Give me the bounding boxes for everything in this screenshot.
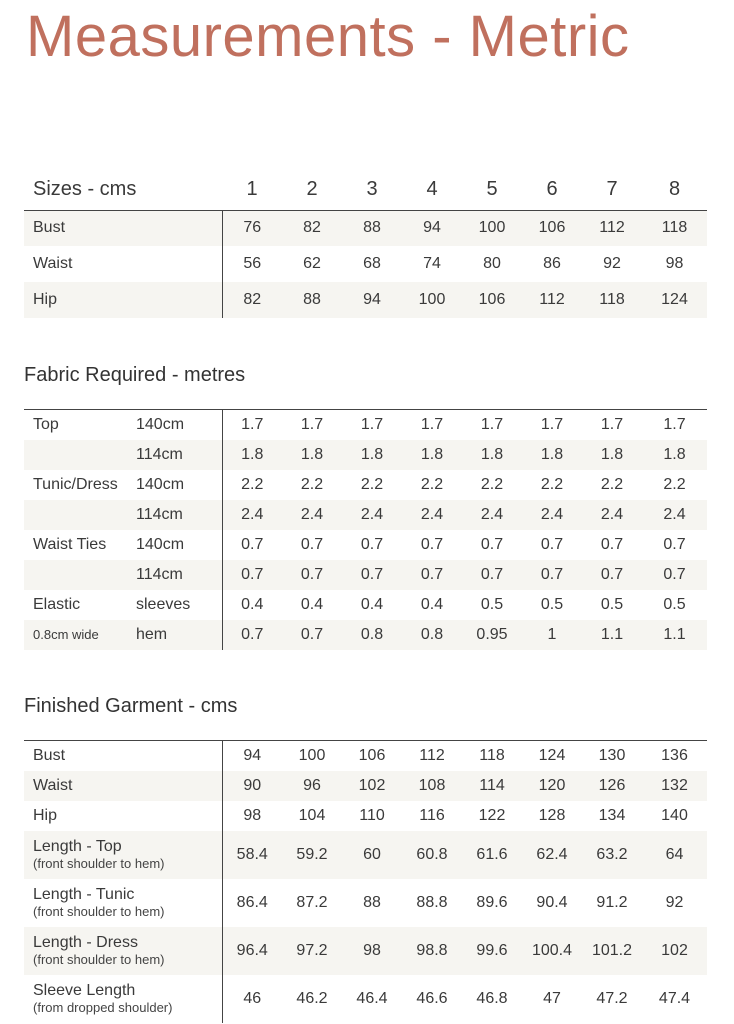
table-cell: 0.5	[600, 595, 624, 613]
table-cell: 86	[543, 255, 561, 272]
table-cell: 1.8	[462, 440, 522, 470]
table-cell: 2.4	[522, 500, 582, 530]
row-label-cell	[24, 975, 222, 1023]
sizes-table	[24, 170, 707, 318]
table-cell: 94	[342, 282, 402, 318]
fabric-width: 140cm	[136, 470, 222, 500]
table-cell: 0.4	[420, 595, 444, 613]
table-cell: 88	[282, 282, 342, 318]
table-cell: 60.8	[402, 831, 462, 879]
table-cell: 120	[522, 771, 582, 801]
table-cell: 82	[222, 282, 282, 318]
table-cell: 1.7	[522, 410, 582, 440]
table-cell: 1.8	[282, 440, 342, 470]
table-cell: 96	[282, 771, 342, 801]
table-row	[24, 560, 707, 590]
table-cell: 46	[243, 989, 262, 1007]
table-cell: 1	[522, 620, 582, 650]
table-cell: 104	[298, 806, 326, 824]
table-cell: 97.2	[282, 927, 342, 975]
table-cell: 0.7	[342, 560, 402, 590]
table-row	[24, 741, 707, 771]
table-row	[24, 801, 707, 831]
table-cell: 1.8	[402, 440, 462, 470]
table-cell: 0.7	[420, 535, 444, 553]
garment-section-title: Finished Garment - cms	[24, 695, 238, 717]
table-cell: 2.2	[540, 475, 564, 493]
table-cell: 1.8	[642, 440, 707, 470]
row-label: Length - Dress	[33, 933, 138, 951]
table-cell: 122	[478, 806, 506, 824]
table-cell: 47.4	[658, 989, 691, 1007]
row-label: 0.8cm wide	[24, 620, 136, 650]
table-cell: 124	[522, 741, 582, 771]
table-row	[24, 500, 707, 530]
table-cell: 99.6	[462, 927, 522, 975]
table-cell: 0.95	[462, 620, 522, 650]
table-cell: 0.8	[342, 620, 402, 650]
row-sublabel: (front shoulder to hem)	[33, 855, 165, 871]
table-cell: 1.1	[582, 620, 642, 650]
row-sublabel: (from dropped shoulder)	[33, 999, 173, 1015]
table-cell: 1.8	[222, 440, 282, 470]
table-cell: 112	[582, 210, 642, 246]
table-cell: 0.7	[282, 560, 342, 590]
fabric-table	[24, 409, 707, 650]
table-cell: 126	[582, 771, 642, 801]
table-cell: 0.7	[642, 560, 707, 590]
table-cell: 2.4	[582, 500, 642, 530]
table-cell: 102	[642, 927, 707, 975]
row-sublabel: (front shoulder to hem)	[33, 951, 165, 967]
table-cell: 94	[402, 210, 462, 246]
table-cell: 100	[462, 210, 522, 246]
table-cell: 112	[402, 741, 462, 771]
table-cell: 2.2	[300, 475, 324, 493]
table-cell: 0.7	[480, 535, 504, 553]
table-cell: 2.2	[360, 475, 384, 493]
table-cell: 116	[419, 806, 445, 824]
fabric-width: 114cm	[136, 500, 222, 530]
table-cell: 2.4	[342, 500, 402, 530]
table-row	[24, 879, 707, 927]
table-row	[24, 530, 707, 560]
table-cell: 62	[303, 255, 321, 272]
table-cell: 2.4	[402, 500, 462, 530]
row-label-cell	[24, 741, 222, 771]
table-cell: 0.7	[402, 560, 462, 590]
table-cell: 64	[642, 831, 707, 879]
table-cell: 59.2	[282, 831, 342, 879]
row-label-cell	[24, 831, 222, 879]
table-cell: 0.5	[663, 595, 686, 613]
row-label: Waist	[24, 246, 222, 282]
table-row	[24, 410, 707, 440]
size-header: 1	[246, 178, 258, 201]
table-cell: 80	[483, 255, 501, 272]
table-cell: 1.8	[342, 440, 402, 470]
fabric-width: sleeves	[136, 590, 222, 620]
size-header: 5	[486, 178, 498, 201]
size-header: 4	[426, 178, 438, 201]
row-label: Waist Ties	[33, 535, 107, 553]
sizes-header-label: Sizes - cms	[33, 178, 137, 201]
row-label	[24, 500, 136, 530]
table-cell: 46.2	[296, 989, 328, 1007]
table-cell: 88	[363, 893, 381, 911]
table-cell: 0.7	[222, 620, 282, 650]
table-cell: 63.2	[582, 831, 642, 879]
table-cell: 0.4	[241, 595, 264, 613]
table-cell: 118	[642, 210, 707, 246]
table-cell: 0.4	[300, 595, 324, 613]
size-header: 2	[306, 178, 318, 201]
table-row	[24, 590, 707, 620]
size-header: 3	[366, 178, 378, 201]
table-cell: 0.7	[522, 560, 582, 590]
table-cell: 0.7	[360, 535, 384, 553]
table-cell: 2.2	[480, 475, 504, 493]
table-cell: 1.7	[222, 410, 282, 440]
table-cell: 0.7	[282, 620, 342, 650]
table-cell: 132	[642, 771, 707, 801]
row-label	[24, 440, 136, 470]
table-cell: 91.2	[596, 893, 628, 911]
row-sublabel: (front shoulder to hem)	[33, 903, 165, 919]
table-cell: 1.7	[642, 410, 707, 440]
table-cell: 134	[598, 806, 626, 824]
table-cell: 0.7	[462, 560, 522, 590]
row-label	[24, 560, 136, 590]
size-header: 8	[668, 178, 681, 201]
table-cell: 76	[222, 210, 282, 246]
table-cell: 136	[642, 741, 707, 771]
table-cell: 2.4	[642, 500, 707, 530]
fabric-width: 114cm	[136, 440, 222, 470]
table-cell: 90.4	[536, 893, 568, 911]
table-cell: 92	[603, 255, 621, 272]
table-cell: 108	[402, 771, 462, 801]
table-cell: 106	[342, 741, 402, 771]
table-cell: 2.2	[420, 475, 444, 493]
row-label-cell	[24, 771, 222, 801]
table-cell: 0.4	[360, 595, 384, 613]
table-row	[24, 831, 707, 879]
table-cell: 88.8	[416, 893, 448, 911]
page-title: Measurements - Metric	[26, 4, 630, 69]
table-cell: 2.4	[222, 500, 282, 530]
table-cell: 1.7	[342, 410, 402, 440]
table-cell: 2.2	[600, 475, 624, 493]
table-row	[24, 975, 707, 1023]
row-label: Waist	[33, 776, 73, 794]
table-cell: 2.2	[241, 475, 264, 493]
table-cell: 1.7	[582, 410, 642, 440]
table-cell: 74	[423, 255, 441, 272]
table-cell: 112	[522, 282, 582, 318]
row-label: Length - Tunic	[33, 885, 135, 903]
table-cell: 60	[342, 831, 402, 879]
table-cell: 58.4	[222, 831, 282, 879]
row-label-cell	[24, 879, 222, 927]
table-row	[24, 620, 707, 650]
table-cell: 110	[359, 806, 385, 824]
table-cell: 1.8	[522, 440, 582, 470]
table-cell: 0.7	[222, 560, 282, 590]
table-cell: 0.7	[582, 560, 642, 590]
table-cell: 87.2	[296, 893, 328, 911]
table-cell: 0.7	[300, 535, 324, 553]
table-cell: 118	[462, 741, 522, 771]
table-cell: 92	[665, 893, 684, 911]
row-label: Elastic	[33, 595, 81, 613]
table-cell: 98	[342, 927, 402, 975]
table-cell: 98.8	[402, 927, 462, 975]
table-cell: 100.4	[522, 927, 582, 975]
table-cell: 0.7	[241, 535, 264, 553]
row-label: Top	[24, 410, 136, 440]
table-cell: 62.4	[522, 831, 582, 879]
table-cell: 96.4	[222, 927, 282, 975]
table-cell: 100	[282, 741, 342, 771]
table-cell: 56	[243, 255, 262, 272]
table-cell: 90	[222, 771, 282, 801]
table-cell: 1.7	[282, 410, 342, 440]
size-header: 6	[546, 178, 558, 201]
table-cell: 102	[342, 771, 402, 801]
table-cell: 2.4	[282, 500, 342, 530]
table-cell: 82	[282, 210, 342, 246]
table-cell: 2.4	[462, 500, 522, 530]
table-cell: 0.5	[540, 595, 564, 613]
table-cell: 1.7	[462, 410, 522, 440]
row-label: Sleeve Length	[33, 981, 136, 999]
table-cell: 1.8	[582, 440, 642, 470]
fabric-width: 140cm	[136, 410, 222, 440]
table-cell: 114	[462, 771, 522, 801]
table-cell: 130	[582, 741, 642, 771]
table-cell: 98	[665, 255, 684, 272]
table-cell: 106	[462, 282, 522, 318]
table-cell: 46.6	[416, 989, 448, 1007]
row-label: Length - Top	[33, 837, 122, 855]
row-label-cell	[24, 801, 222, 831]
table-cell: 46.8	[476, 989, 508, 1007]
table-cell: 101.2	[582, 927, 642, 975]
table-cell: 47	[543, 989, 561, 1007]
row-label: Tunic/Dress	[33, 475, 118, 493]
table-cell: 124	[642, 282, 707, 318]
table-row	[24, 470, 707, 500]
fabric-width: 140cm	[136, 530, 222, 560]
row-label: Bust	[33, 746, 66, 764]
table-cell: 61.6	[462, 831, 522, 879]
row-label: Hip	[24, 282, 222, 318]
table-cell: 100	[402, 282, 462, 318]
table-row	[24, 210, 707, 246]
table-row	[24, 440, 707, 470]
table-cell: 0.7	[663, 535, 686, 553]
table-cell: 68	[363, 255, 381, 272]
fabric-width: hem	[136, 620, 222, 650]
table-cell: 98	[243, 806, 262, 824]
row-label: Bust	[24, 210, 222, 246]
table-cell: 86.4	[236, 893, 268, 911]
fabric-section-title: Fabric Required - metres	[24, 364, 246, 386]
sizes-header-row	[24, 170, 707, 210]
table-cell: 0.5	[480, 595, 504, 613]
table-cell: 0.7	[600, 535, 624, 553]
table-row	[24, 282, 707, 318]
fabric-width: 114cm	[136, 560, 222, 590]
table-cell: 47.2	[596, 989, 628, 1007]
table-cell: 106	[522, 210, 582, 246]
table-cell: 46.4	[356, 989, 388, 1007]
table-row	[24, 927, 707, 975]
table-cell: 89.6	[476, 893, 508, 911]
table-cell: 1.1	[642, 620, 707, 650]
garment-table	[24, 740, 707, 1023]
table-cell: 128	[538, 806, 566, 824]
size-header: 7	[606, 178, 618, 201]
row-label: Hip	[33, 806, 58, 824]
table-cell: 1.7	[402, 410, 462, 440]
table-cell: 0.8	[402, 620, 462, 650]
table-row	[24, 246, 707, 282]
row-label-cell	[24, 927, 222, 975]
table-row	[24, 771, 707, 801]
table-cell: 2.2	[663, 475, 686, 493]
table-cell: 0.7	[540, 535, 564, 553]
table-cell: 118	[582, 282, 642, 318]
table-cell: 94	[222, 741, 282, 771]
table-cell: 140	[661, 806, 688, 824]
table-cell: 88	[342, 210, 402, 246]
